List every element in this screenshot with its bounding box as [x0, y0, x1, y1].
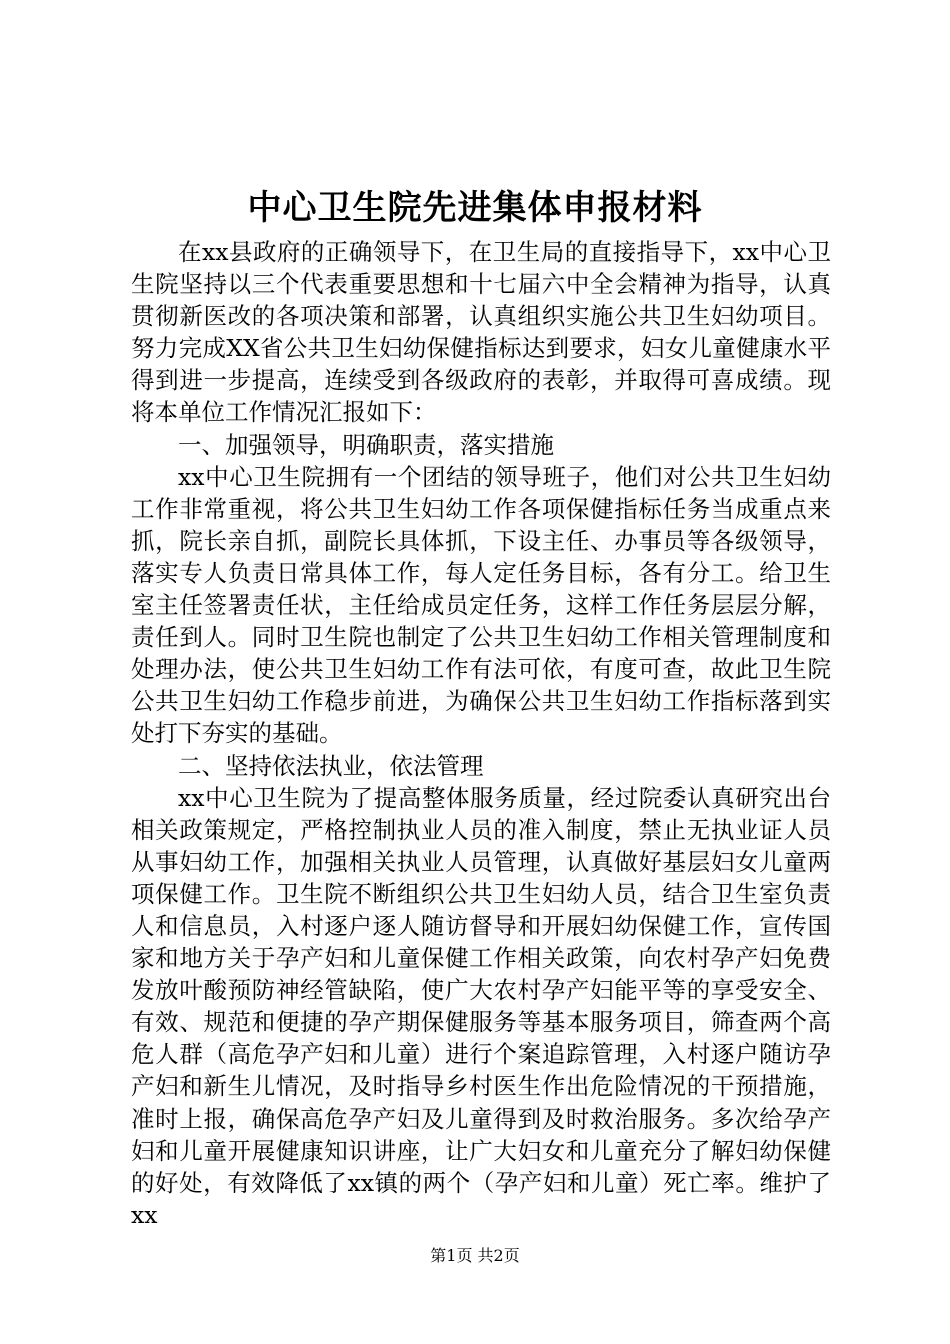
document-title: 中心卫生院先进集体申报材料 — [247, 188, 703, 228]
intro-paragraph: 在xx县政府的正确领导下，在卫生局的直接指导下，xx中心卫生院坚持以三个代表重要思想和十七届六中全会精神为指导，认真贯彻新医改的各项决策和部署，认真组织实施公共卫生妇幼项目。努力完成XX省公共卫生妇幼保健指标达到要求，妇女儿童健康水平得到进一步提高，连续受到各级政府的表彰，并取得可喜成绩。现将本单位工作情况汇报如下： — [131, 238, 831, 427]
page-number-footer: 第1页 共2页 — [430, 1246, 520, 1265]
section-2-paragraph: xx中心卫生院为了提高整体服务质量，经过院委认真研究出台相关政策规定，严格控制执业人员的准入制度，禁止无执业证人员从事妇幼工作，加强相关执业人员管理，认真做好基层妇女儿童两项保健工作。卫生院不断组织公共卫生妇幼人员，结合卫生室负责人和信息员，入村逐户逐人随访督导和开展妇幼保健工作，宣传国家和地方关于孕产妇和儿童保健工作相关政策，向农村孕产妇免费发放叶酸预防神经管缺陷，使广大农村孕产妇能平等的享受安全、有效、规范和便捷的孕产期保健服务等基本服务项目，筛查两个高危人群（高危孕产妇和儿童）进行个案追踪管理，入村逐户随访孕产妇和新生儿情况，及时指导乡村医生作出危险情况的干预措施，准时上报，确保高危孕产妇及儿童得到及时救治服务。多次给孕产妇和儿童开展健康知识讲座，让广大妇女和儿童充分了解妇幼保健的好处，有效降低了xx镇的两个（孕产妇和儿童）死亡率。维护了xx — [131, 783, 831, 1229]
section-heading-1: 一、加强领导，明确职责，落实措施 — [178, 430, 554, 459]
section-1-paragraph: xx中心卫生院拥有一个团结的领导班子，他们对公共卫生妇幼工作非常重视，将公共卫生妇幼工作各项保健指标任务当成重点来抓，院长亲自抓，副院长具体抓，下设主任、办事员等各级领导，落实专人负责日常具体工作，每人定任务目标，各有分工。给卫生室主任签署责任状，主任给成员定任务，这样工作任务层层分解，责任到人。同时卫生院也制定了公共卫生妇幼工作相关管理制度和处理办法，使公共卫生妇幼工作有法可依，有度可查，故此卫生院公共卫生妇幼工作稳步前进，为确保公共卫生妇幼工作指标落到实处打下夯实的基础。 — [131, 462, 831, 748]
section-heading-2: 二、坚持依法执业，依法管理 — [178, 751, 484, 780]
document-body — [131, 236, 831, 1231]
